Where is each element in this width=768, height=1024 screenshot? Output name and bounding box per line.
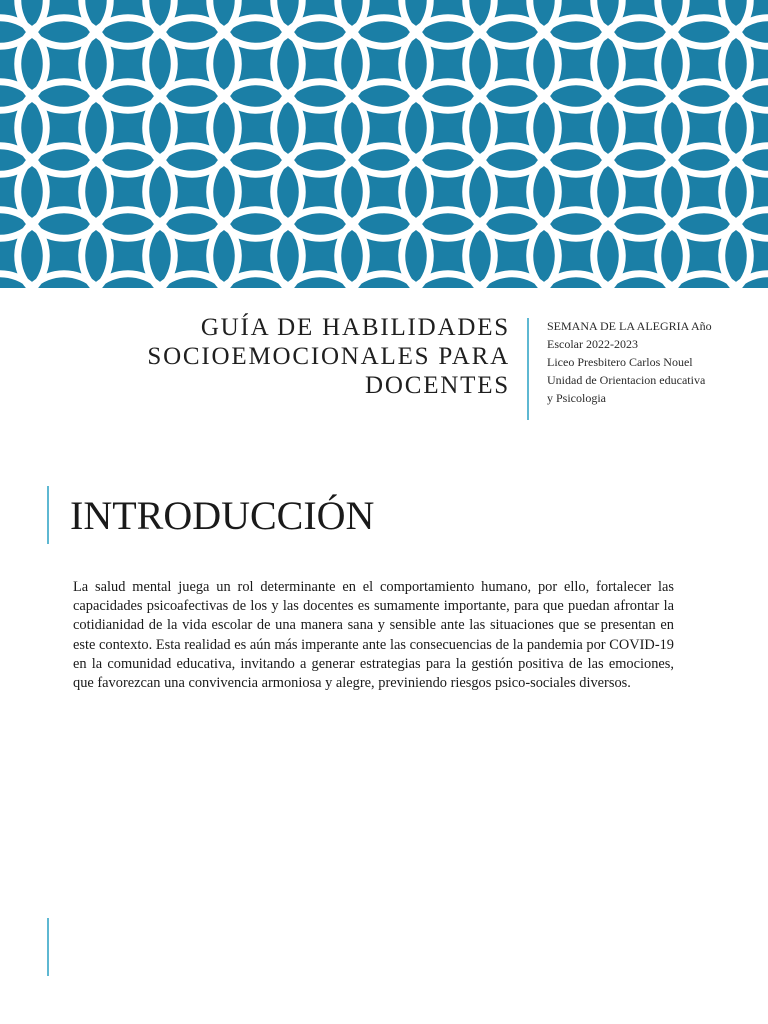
subtitle-line-3: Liceo Presbitero Carlos Nouel bbox=[547, 355, 693, 369]
page-accent-bar bbox=[47, 918, 49, 976]
subtitle-line-4: Unidad de Orientacion educativa bbox=[547, 373, 706, 387]
section-heading: INTRODUCCIÓN bbox=[70, 493, 375, 538]
title-line-2: SOCIOEMOCIONALES PARA bbox=[147, 343, 510, 370]
cover-banner bbox=[0, 0, 768, 288]
document-subtitle bbox=[547, 317, 757, 407]
subtitle-line-1: SEMANA DE LA ALEGRIA Año bbox=[547, 319, 712, 333]
interlocking-circles-pattern-icon bbox=[0, 0, 768, 288]
title-divider bbox=[527, 318, 529, 420]
subtitle-line-5: y Psicologia bbox=[547, 391, 606, 405]
intro-paragraph: La salud mental juega un rol determinante en el comportamiento humano, por ello, fortalecer las capacidades psicoafectivas de los y las docentes es sumamente importante, para que puedan afrontar la cotidianidad de la vida escolar de una manera sana y sensible ante las situaciones que se presentan en este contexto. Esta realidad es aún más imperante ante las consecuencias de la pandemia por COVID-19 en la comunidad educativa, invitando a generar estrategias para la gestión positiva de las emociones, que favorezcan una convivencia armoniosa y alegre, previniendo riesgos psico-sociales diversos. bbox=[73, 579, 674, 692]
title-line-1: GUÍA DE HABILIDADES bbox=[200, 314, 510, 341]
section-accent-bar bbox=[47, 486, 49, 544]
document-title bbox=[60, 313, 510, 400]
subtitle-line-2: Escolar 2022-2023 bbox=[547, 337, 638, 351]
title-line-3: DOCENTES bbox=[365, 372, 510, 399]
